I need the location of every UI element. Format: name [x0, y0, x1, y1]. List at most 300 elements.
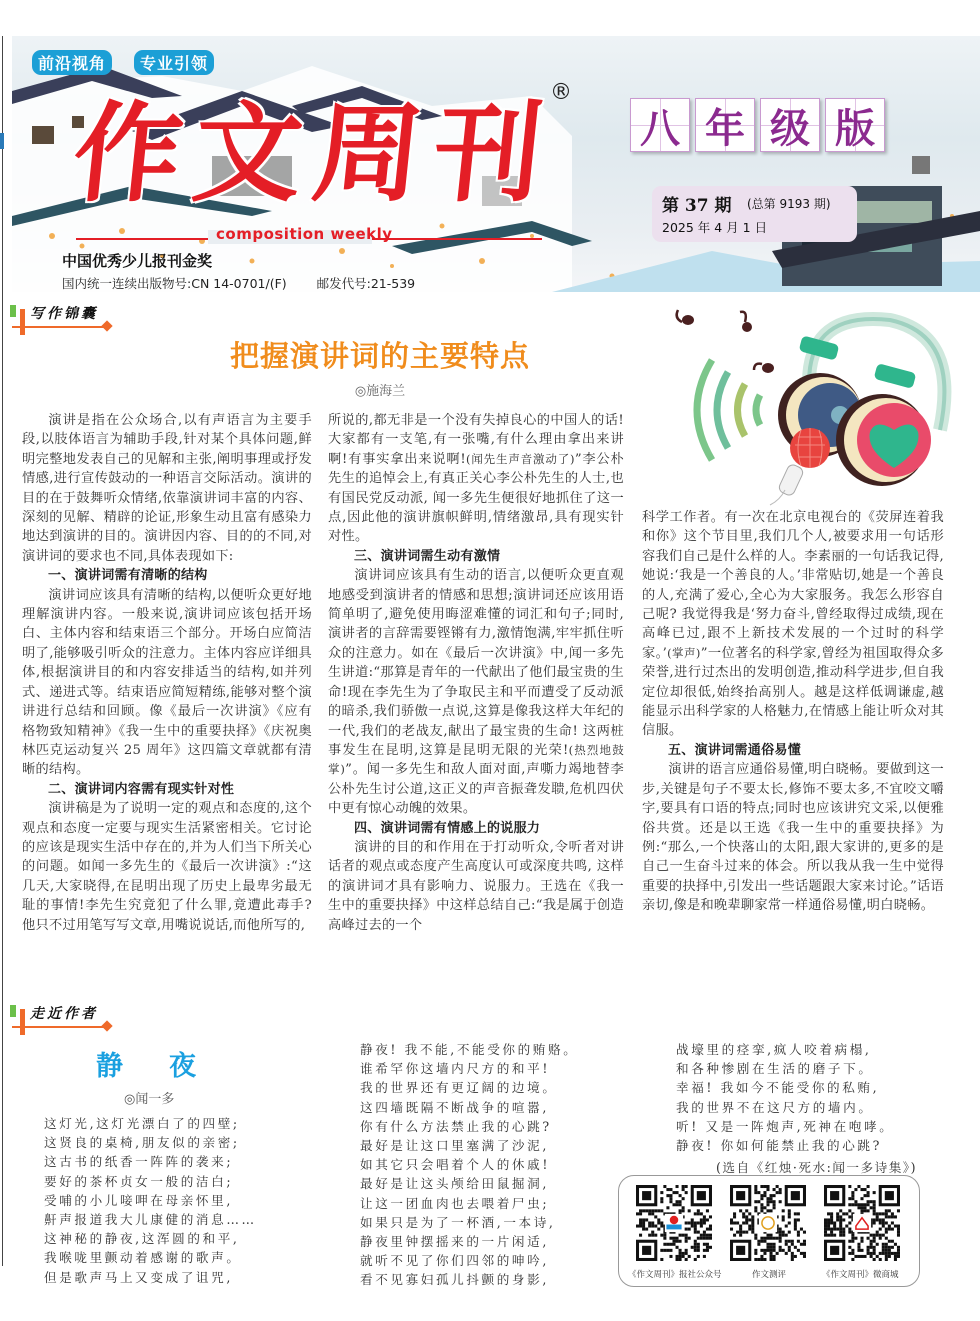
poem-line: 但是歌声马上又变成了诅咒, — [44, 1269, 233, 1285]
qr-module — [706, 1228, 709, 1231]
qr-finder-center — [830, 1191, 839, 1200]
qr-module — [751, 1228, 754, 1231]
qr-module — [851, 1237, 854, 1240]
qr-module — [685, 1252, 688, 1255]
qr-module — [648, 1212, 651, 1215]
qr-module — [763, 1206, 766, 1209]
qr-module — [703, 1218, 706, 1221]
qr-module — [766, 1200, 769, 1203]
qr-module — [870, 1246, 873, 1249]
qr-module — [803, 1252, 806, 1255]
qr-module — [873, 1240, 876, 1243]
qr-module — [657, 1218, 660, 1221]
microphone-icon — [770, 428, 830, 505]
qr-module — [848, 1228, 851, 1231]
qr-module — [794, 1212, 797, 1215]
qr-module — [894, 1243, 897, 1246]
qr-module — [770, 1252, 773, 1255]
qr-module — [645, 1228, 648, 1231]
qr-module — [672, 1191, 675, 1194]
issue-total: (总第 9193 期) — [747, 197, 831, 211]
poem-line: 我的世界还有更辽阔的边境。 — [360, 1080, 558, 1096]
paragraph: 演讲的语言应通俗易懂,明白晓畅。要做到这一步,关键是句子不要太长,修饰不要太多,不宜咬文嚼字,要具有口语的特点;同时也应该讲究文采,以便雅俗共赏。还是以王选《我一生中的重要抉择》为例:“那么,一个快落山的太阳,跟大家讲的,更多的是自己一生奋斗过来的体会。所以我从我一生中觉得重要的抉择中,引发出一些话题跟大家来讨论。”话语亲切,像是和晚辈聊家常一样通俗易懂,明白晓畅。 — [642, 762, 944, 914]
qr-module — [669, 1237, 672, 1240]
poem-line: 静夜! 你如何能禁止我的心跳? — [676, 1138, 882, 1154]
qr-caption: 作文测评 — [752, 1270, 787, 1280]
qr-module — [763, 1185, 766, 1188]
qr-module — [760, 1203, 763, 1206]
qr-module — [888, 1209, 891, 1212]
qr-module — [688, 1228, 691, 1231]
qr-module — [754, 1237, 757, 1240]
qr-module — [782, 1231, 785, 1234]
qr-module — [776, 1252, 779, 1255]
qr-module — [770, 1249, 773, 1252]
qr-module — [785, 1243, 788, 1246]
qr-module — [885, 1243, 888, 1246]
qr-module — [860, 1197, 863, 1200]
article-column-2 — [328, 411, 624, 935]
qr-module — [697, 1246, 700, 1249]
poem-line: 就听不见了你们四邻的呻吟, — [360, 1253, 549, 1269]
qr-module — [697, 1255, 700, 1258]
qr-module — [706, 1249, 709, 1252]
qr-module — [873, 1191, 876, 1194]
subheading-5: 五、演讲词需通俗易懂 — [668, 742, 802, 758]
qr-module — [748, 1218, 751, 1221]
qr-module — [648, 1225, 651, 1228]
qr-module — [873, 1234, 876, 1237]
qr-module — [697, 1221, 700, 1224]
qr-module — [651, 1225, 654, 1228]
qr-module — [876, 1234, 879, 1237]
text: ”李公朴先生的追悼会上,有真正关心李公朴先生的人士,也有国民党反动派, 闻一多先生便很好地抓住了这一点,因此他的演讲旗帜鲜明,情绪激昂,具有现实针对性。 — [328, 451, 624, 545]
qr-module — [682, 1234, 685, 1237]
qr-module — [651, 1209, 654, 1212]
qr-module — [757, 1258, 760, 1261]
qr-module — [770, 1237, 773, 1240]
qr-module — [694, 1231, 697, 1234]
qr-module — [770, 1209, 773, 1212]
slogan-2: 专业引领 — [134, 50, 214, 75]
qr-module — [791, 1258, 794, 1261]
poem-source: (选自《红烛·死水:闻一多诗集》) — [716, 1160, 917, 1175]
qr-module — [779, 1249, 782, 1252]
qr-module — [851, 1234, 854, 1237]
qr-module — [894, 1215, 897, 1218]
qr-module — [785, 1240, 788, 1243]
qr-module — [651, 1212, 654, 1215]
qr-module — [879, 1218, 882, 1221]
text: ”一位著名的科学家,曾经为祖国取得众多荣誉,进行过杰出的发明创造,推动科学进步,但自我定位却很低,始终抬高别人。越是这样低调谦虚,越能显示出科学家的人格魅力,在情感上能让听众对其信服。 — [642, 645, 944, 739]
qr-module — [830, 1221, 833, 1224]
qr-module — [797, 1218, 800, 1221]
qr-module — [685, 1237, 688, 1240]
qr-module — [803, 1240, 806, 1243]
registered-mark: ® — [550, 80, 572, 105]
qr-module — [857, 1255, 860, 1258]
qr-module — [897, 1225, 900, 1228]
qr-module — [739, 1228, 742, 1231]
qr-module — [848, 1246, 851, 1249]
qr-module — [867, 1185, 870, 1188]
qr-module — [660, 1249, 663, 1252]
qr-module — [679, 1258, 682, 1261]
qr-code-wechat[interactable] — [636, 1185, 712, 1261]
qr-module — [642, 1209, 645, 1212]
qr-module — [857, 1249, 860, 1252]
qr-module — [827, 1234, 830, 1237]
qr-module — [779, 1246, 782, 1249]
qr-module — [885, 1249, 888, 1252]
qr-module — [760, 1255, 763, 1258]
grade-char-cell — [760, 98, 820, 152]
qr-module — [882, 1225, 885, 1228]
qr-module — [639, 1225, 642, 1228]
qr-module — [766, 1203, 769, 1206]
qr-module — [754, 1258, 757, 1261]
qr-module — [839, 1234, 842, 1237]
qr-module — [851, 1194, 854, 1197]
qr-module — [676, 1246, 679, 1249]
qr-module — [748, 1225, 751, 1228]
qr-module — [733, 1234, 736, 1237]
qr-module — [851, 1191, 854, 1194]
qr-module — [848, 1240, 851, 1243]
qr-module — [779, 1231, 782, 1234]
poem-line: 如果只是为了一杯酒,一本诗, — [360, 1214, 556, 1230]
qr-module — [803, 1255, 806, 1258]
poem-line: 静夜! 我不能,不能受你的贿赂。 — [360, 1042, 579, 1057]
qr-module — [739, 1234, 742, 1237]
slogan-1: 前沿视角 — [32, 50, 112, 75]
qr-module — [839, 1225, 842, 1228]
paragraph — [642, 508, 944, 741]
qr-module — [839, 1231, 842, 1234]
qr-module — [827, 1228, 830, 1231]
qr-module — [691, 1246, 694, 1249]
qr-module — [709, 1228, 712, 1231]
qr-module — [794, 1228, 797, 1231]
qr-module — [888, 1252, 891, 1255]
qr-module — [663, 1243, 666, 1246]
qr-module — [694, 1212, 697, 1215]
qr-module — [694, 1240, 697, 1243]
qr-module — [800, 1252, 803, 1255]
qr-module — [794, 1218, 797, 1221]
qr-module — [882, 1234, 885, 1237]
poem-line: 最好是让这头颅给田鼠掘洞, — [360, 1176, 549, 1192]
qr-module — [854, 1237, 857, 1240]
qr-module — [697, 1237, 700, 1240]
qr-module — [639, 1221, 642, 1224]
qr-module — [736, 1221, 739, 1224]
poem-line: 谁希罕你这墙内尺方的和平! — [360, 1061, 550, 1077]
qr-module — [854, 1188, 857, 1191]
qr-module — [703, 1255, 706, 1258]
qr-code-assessment[interactable] — [730, 1185, 806, 1261]
qr-module — [642, 1225, 645, 1228]
qr-module — [797, 1212, 800, 1215]
tag-underline — [12, 1026, 106, 1028]
qr-module — [660, 1225, 663, 1228]
grade-char: 年 — [705, 104, 745, 152]
subheading-1: 一、演讲词需有清晰的结构 — [48, 568, 208, 584]
qr-module — [685, 1240, 688, 1243]
qr-module — [788, 1231, 791, 1234]
qr-module — [757, 1240, 760, 1243]
qr-module — [800, 1243, 803, 1246]
qr-module — [742, 1221, 745, 1224]
qr-module — [770, 1234, 773, 1237]
qr-module — [897, 1249, 900, 1252]
qr-module — [694, 1225, 697, 1228]
qr-module — [669, 1188, 672, 1191]
qr-module — [833, 1234, 836, 1237]
qr-module — [873, 1246, 876, 1249]
qr-module — [860, 1255, 863, 1258]
qr-module — [709, 1225, 712, 1228]
qr-module — [770, 1258, 773, 1261]
qr-module — [867, 1252, 870, 1255]
qr-module — [682, 1206, 685, 1209]
qr-module — [897, 1255, 900, 1258]
qr-module — [897, 1209, 900, 1212]
qr-module — [694, 1228, 697, 1231]
qr-module — [709, 1237, 712, 1240]
qr-module — [685, 1258, 688, 1261]
qr-module — [882, 1212, 885, 1215]
qr-module — [706, 1234, 709, 1237]
qr-module — [730, 1228, 733, 1231]
headphones-microphone-icon — [650, 300, 970, 510]
qr-module — [851, 1240, 854, 1243]
qr-module — [697, 1209, 700, 1212]
qr-module — [663, 1234, 666, 1237]
tag-orange-bar — [20, 309, 25, 335]
section-tag-meet-author — [10, 1003, 120, 1035]
qr-module — [766, 1243, 769, 1246]
qr-module — [773, 1194, 776, 1197]
qr-module — [848, 1252, 851, 1255]
poem-line: 这神秘的静夜,这浑圆的和平, — [44, 1231, 240, 1247]
issue-number: 第 37 期 — [662, 196, 732, 216]
qr-module — [685, 1249, 688, 1252]
qr-module — [694, 1243, 697, 1246]
poem-line: 战壕里的痉挛,疯人咬着病榻, — [676, 1042, 872, 1057]
qr-module — [830, 1234, 833, 1237]
qr-module — [827, 1225, 830, 1228]
qr-module — [845, 1212, 848, 1215]
qr-module — [800, 1228, 803, 1231]
qr-finder-center — [697, 1191, 706, 1200]
qr-module — [830, 1228, 833, 1231]
qr-module — [730, 1221, 733, 1224]
grade-char-cell — [825, 98, 885, 152]
qr-module — [745, 1209, 748, 1212]
qr-module — [679, 1249, 682, 1252]
grade-char-cell — [630, 98, 690, 152]
qr-module — [679, 1209, 682, 1212]
issue-date: 2025 年 4 月 1 日 — [662, 220, 768, 235]
qr-module — [733, 1215, 736, 1218]
qr-module — [700, 1212, 703, 1215]
qr-module — [851, 1258, 854, 1261]
qr-module — [876, 1255, 879, 1258]
qr-module — [894, 1258, 897, 1261]
qr-module — [676, 1200, 679, 1203]
qr-module — [782, 1218, 785, 1221]
tag-diamond-icon — [101, 320, 112, 331]
qr-module — [873, 1258, 876, 1261]
qr-module — [891, 1228, 894, 1231]
section-tag-label: 写作锦囊 — [30, 306, 98, 322]
qr-module — [754, 1252, 757, 1255]
qr-module — [669, 1249, 672, 1252]
qr-module — [691, 1225, 694, 1228]
qr-finder-center — [736, 1246, 745, 1255]
qr-module — [773, 1200, 776, 1203]
qr-module — [848, 1221, 851, 1224]
qr-module — [766, 1209, 769, 1212]
qr-module — [848, 1231, 851, 1234]
qr-module — [760, 1258, 763, 1261]
article-author: ◎施海兰 — [354, 384, 406, 399]
qr-module — [879, 1212, 882, 1215]
qr-module — [830, 1215, 833, 1218]
stage-direction: (掌声) — [667, 645, 701, 660]
qr-module — [754, 1188, 757, 1191]
qr-module — [891, 1221, 894, 1224]
qr-module — [669, 1243, 672, 1246]
qr-module — [703, 1234, 706, 1237]
qr-module — [776, 1191, 779, 1194]
qr-module — [779, 1191, 782, 1194]
qr-module — [651, 1234, 654, 1237]
poem-author: ◎闻一多 — [124, 1092, 175, 1107]
qr-module — [706, 1237, 709, 1240]
qr-module — [891, 1212, 894, 1215]
qr-module — [706, 1209, 709, 1212]
qr-module — [709, 1246, 712, 1249]
qr-module — [888, 1249, 891, 1252]
qr-module — [636, 1212, 639, 1215]
qr-module — [679, 1252, 682, 1255]
qr-module — [666, 1188, 669, 1191]
qr-module — [842, 1231, 845, 1234]
qr-module — [773, 1255, 776, 1258]
qr-code-shop[interactable] — [824, 1185, 900, 1261]
qr-module — [679, 1200, 682, 1203]
qr-module — [657, 1221, 660, 1224]
qr-module — [867, 1191, 870, 1194]
poem-line: 我喉咙里颤动着感谢的歌声。 — [44, 1250, 242, 1266]
text: 演讲词应该具有生动的语言,以便听众更直观地感受到演讲者的情感和思想;演讲词还应该用语简单明了,避免使用晦涩难懂的词汇和句子;同时,演讲者的言辞需要铿锵有力,激情饱满,牢牢抓住听众的注意力。如在《最后一次讲演》中,闻一多先生讲道:“那算是青年的一代献出了他们最宝贵的生命!现在李先生为了争取民主和平而遭受了反动派的暗杀,我们骄傲一点说,这算是像我这样大年纪的一代,我们的老战友,献出了最宝贵的生命! 这两桩事发生在昆明,这算是昆明无限的光荣! — [328, 568, 624, 758]
qr-module — [770, 1246, 773, 1249]
qr-module — [879, 1228, 882, 1231]
qr-module — [672, 1243, 675, 1246]
qr-module — [739, 1231, 742, 1234]
qr-module — [763, 1258, 766, 1261]
poem-line: 如其它只会唱着个人的休戚! — [360, 1157, 550, 1173]
qr-module — [773, 1203, 776, 1206]
music-note-icon — [677, 310, 774, 373]
qr-module — [785, 1234, 788, 1237]
qr-module — [854, 1200, 857, 1203]
qr-module — [766, 1249, 769, 1252]
poem-line: 要好的茶杯贞女一般的洁白; — [44, 1173, 234, 1189]
qr-module — [876, 1231, 879, 1234]
qr-module — [864, 1255, 867, 1258]
article-title: 把握演讲词的主要特点 — [229, 339, 530, 373]
qr-module — [888, 1225, 891, 1228]
qr-module — [782, 1209, 785, 1212]
qr-module — [794, 1221, 797, 1224]
tag-green-block — [10, 1005, 16, 1017]
qr-module — [882, 1221, 885, 1224]
qr-caption: 《作文周刊》微商城 — [822, 1270, 899, 1280]
qr-module — [694, 1246, 697, 1249]
qr-module — [870, 1240, 873, 1243]
qr-module — [876, 1212, 879, 1215]
qr-module — [672, 1203, 675, 1206]
qr-module — [773, 1243, 776, 1246]
qr-module — [827, 1212, 830, 1215]
qr-module — [860, 1249, 863, 1252]
qr-module — [824, 1221, 827, 1224]
qr-module — [766, 1237, 769, 1240]
qr-module — [763, 1194, 766, 1197]
article-column-3 — [642, 508, 944, 916]
qr-module — [882, 1243, 885, 1246]
qr-module — [676, 1191, 679, 1194]
qr-module — [885, 1258, 888, 1261]
qr-module — [751, 1231, 754, 1234]
poem-line: 你有什么方法禁止我的心跳? — [360, 1118, 552, 1134]
qr-module — [864, 1194, 867, 1197]
qr-module — [730, 1218, 733, 1221]
postal-code: 邮发代号:21-539 — [316, 276, 416, 291]
stage-direction: (热烈地鼓掌) — [328, 742, 624, 777]
qr-module — [766, 1234, 769, 1237]
qr-module — [860, 1237, 863, 1240]
qr-module — [639, 1212, 642, 1215]
qr-module — [791, 1255, 794, 1258]
qr-module — [867, 1249, 870, 1252]
subheading-2: 二、演讲词内容需有现实针对性 — [48, 781, 235, 797]
qr-module — [682, 1185, 685, 1188]
qr-module — [864, 1203, 867, 1206]
qr-module — [824, 1231, 827, 1234]
qr-module — [870, 1234, 873, 1237]
poem-line: 听! 又是一阵炮声,死神在咆哮。 — [676, 1118, 895, 1134]
qr-module — [639, 1209, 642, 1212]
qr-module — [760, 1194, 763, 1197]
qr-module — [766, 1188, 769, 1191]
qr-module — [709, 1215, 712, 1218]
qr-module — [845, 1225, 848, 1228]
qr-module — [851, 1252, 854, 1255]
section-tag-label: 走近作者 — [30, 1006, 98, 1022]
qr-module — [848, 1215, 851, 1218]
qr-module — [797, 1234, 800, 1237]
qr-module — [888, 1246, 891, 1249]
qr-module — [870, 1243, 873, 1246]
qr-module — [697, 1243, 700, 1246]
qr-module — [754, 1206, 757, 1209]
qr-module — [657, 1228, 660, 1231]
qr-module — [760, 1249, 763, 1252]
